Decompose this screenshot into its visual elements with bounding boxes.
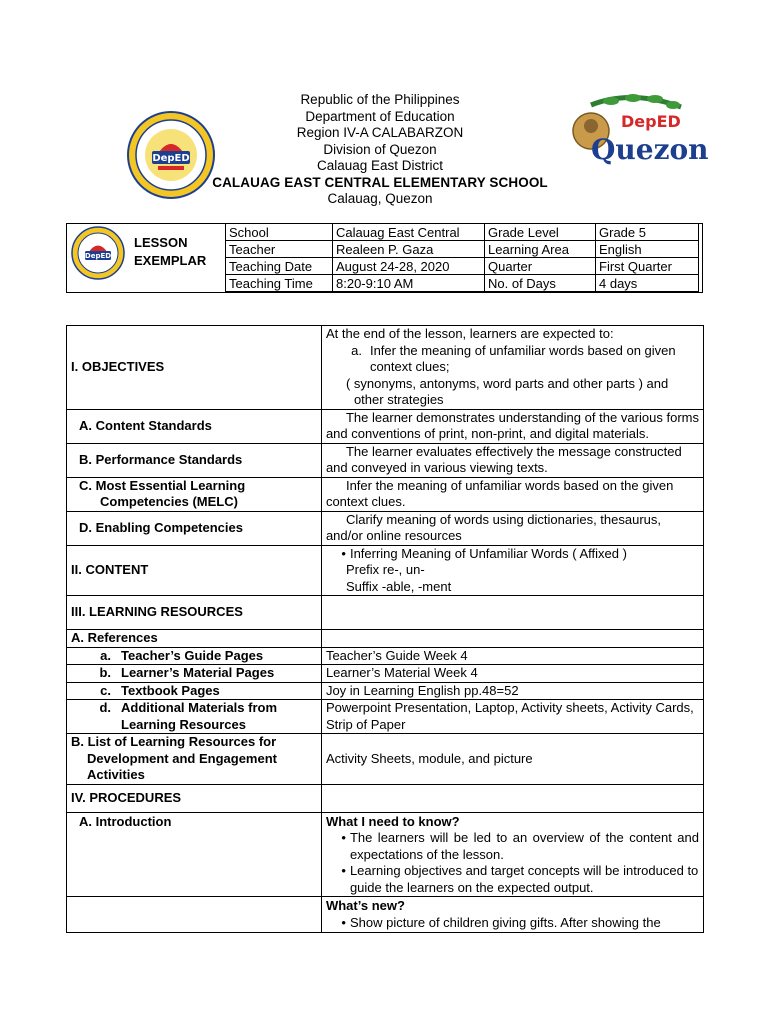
objectives-item-a-sub: ( synonyms, antonyms, word parts and other parts ) and <box>345 375 669 391</box>
info-label: No. of Days <box>485 275 596 292</box>
info-row-time <box>226 275 699 292</box>
content-label: II. CONTENT <box>67 545 322 596</box>
references-value <box>321 630 703 648</box>
teachers-guide-label <box>67 647 322 665</box>
header-line-republic: Republic of the Philippines <box>300 92 460 107</box>
info-value: 8:20-9:10 AM <box>333 275 485 292</box>
lesson-info-table <box>225 223 699 292</box>
lesson-exemplar-label <box>66 234 226 270</box>
row-content <box>67 545 704 596</box>
intro-bullet-1 <box>326 830 699 863</box>
procedures-label: IV. PROCEDURES <box>67 784 322 812</box>
intro-bullet-2 <box>326 863 699 896</box>
row-performance-standards <box>67 443 704 477</box>
melc-label-line1: C. Most Essential Learning <box>79 477 246 493</box>
info-value: First Quarter <box>596 258 699 275</box>
item-number: b. <box>99 665 111 680</box>
enabling-text: Clarify meaning of words using dictionaries, thesaurus, and/or online resources <box>321 511 703 545</box>
learners-material-label <box>67 665 322 683</box>
references-label: A. References <box>67 630 322 648</box>
info-label: School <box>226 224 333 241</box>
info-label: Learning Area <box>485 241 596 258</box>
content-cell <box>321 545 703 596</box>
melc-label-line2: Competencies (MELC) <box>100 494 238 509</box>
row-learning-resources <box>67 596 704 630</box>
info-row-date <box>226 258 699 275</box>
info-label: Teaching Time <box>226 275 333 292</box>
introduction-label: A. Introduction <box>67 812 322 897</box>
school-location: Calauag, Quezon <box>327 191 433 206</box>
lesson-label-line1: LESSON <box>134 235 188 250</box>
enabling-label: D. Enabling Competencies <box>67 511 322 545</box>
row-learners-material <box>67 665 704 683</box>
header-line-department: Department of Education <box>305 108 455 124</box>
row-melc <box>67 477 704 511</box>
bullet-icon: • <box>341 914 346 930</box>
row-textbook <box>67 682 704 700</box>
svg-text:DepED: DepED <box>621 112 681 131</box>
list-resources-line2: Development and Engagement <box>87 750 277 766</box>
item-text: Textbook Pages <box>121 682 220 698</box>
objectives-intro: At the end of the lesson, learners are expected to: <box>325 326 614 341</box>
item-text: Teacher’s Guide Pages <box>121 647 264 663</box>
lesson-label-line2: EXEMPLAR <box>134 253 207 268</box>
list-resources-line3: Activities <box>87 767 145 782</box>
whats-new-label <box>67 897 322 933</box>
bullet-icon: • <box>341 830 346 845</box>
row-list-resources <box>67 734 704 785</box>
list-resources-value: Activity Sheets, module, and picture <box>321 734 703 785</box>
svg-text:Quezon: Quezon <box>591 133 709 166</box>
svg-text:DepED: DepED <box>152 153 190 164</box>
bullet-text: Inferring Meaning of Unfamiliar Words ( Affixed ) <box>349 545 627 561</box>
bullet-icon: • <box>341 545 346 561</box>
objectives-item-a-cont: context clues; <box>369 359 450 374</box>
item-number: a. <box>100 647 111 663</box>
item-text-line2: Learning Resources <box>121 716 246 732</box>
info-value: Grade 5 <box>596 224 699 241</box>
bullet-icon: • <box>341 863 346 878</box>
school-name: CALAUAG EAST CENTRAL ELEMENTARY SCHOOL <box>212 174 548 190</box>
header-line-region: Region IV-A CALABARZON <box>296 125 464 140</box>
objectives-item-a-sub2: other strategies <box>353 392 444 407</box>
learning-resources-value <box>321 596 703 630</box>
item-number: d. <box>99 700 111 715</box>
bullet-text: Learning objectives and target concepts will be introduced to guide the learners on the expected output. <box>349 863 699 895</box>
introduction-cell <box>321 812 703 897</box>
item-text: Infer the meaning of unfamiliar words based on given <box>369 342 676 358</box>
info-label: Grade Level <box>485 224 596 241</box>
content-standards-text: The learner demonstrates understanding of the various forms and conventions of print, non-print, and digital materials. <box>321 409 703 443</box>
info-label: Teaching Date <box>226 258 333 275</box>
performance-standards-label: B. Performance Standards <box>67 443 322 477</box>
row-content-standards <box>67 409 704 443</box>
whats-new-bullet <box>326 915 699 932</box>
textbook-value: Joy in Learning English pp.48=52 <box>321 682 703 700</box>
list-resources-label <box>67 734 322 785</box>
objectives-cell <box>321 326 703 410</box>
ref-item <box>91 665 317 682</box>
whats-new-cell <box>321 897 703 933</box>
item-text <box>121 700 317 733</box>
item-text-line1: Additional Materials from <box>121 700 278 715</box>
document-header <box>180 92 580 208</box>
row-objectives <box>67 326 704 410</box>
objectives-label: I. OBJECTIVES <box>67 326 322 410</box>
whats-new-heading: What’s new? <box>325 898 405 913</box>
learning-resources-label: III. LEARNING RESOURCES <box>67 596 322 630</box>
additional-materials-label <box>67 700 322 734</box>
ref-item <box>91 700 317 733</box>
school-seal-icon <box>126 111 216 199</box>
info-value: English <box>596 241 699 258</box>
info-value: August 24-28, 2020 <box>333 258 485 275</box>
bullet-text: Show picture of children giving gifts. After showing the <box>349 914 661 930</box>
melc-label <box>67 477 322 511</box>
additional-materials-value: Powerpoint Presentation, Laptop, Activity sheets, Activity Cards, Strip of Paper <box>321 700 703 734</box>
textbook-label <box>67 682 322 700</box>
ref-item <box>91 683 317 700</box>
division-quezon-logo-icon <box>571 93 709 171</box>
row-introduction <box>67 812 704 897</box>
row-enabling <box>67 511 704 545</box>
row-references <box>67 630 704 648</box>
item-text: Learner’s Material Pages <box>121 665 275 680</box>
info-value: Calauag East Central <box>333 224 485 241</box>
info-label: Quarter <box>485 258 596 275</box>
bullet-text: The learners will be led to an overview of the content and expectations of the lesson. <box>349 830 699 862</box>
content-standards-label: A. Content Standards <box>67 409 322 443</box>
objectives-item-a <box>326 343 699 360</box>
teachers-guide-value: Teacher’s Guide Week 4 <box>321 647 703 665</box>
row-whats-new <box>67 897 704 933</box>
info-value: Realeen P. Gaza <box>333 241 485 258</box>
performance-standards-text: The learner evaluates effectively the message constructed and conveyed in various viewing texts. <box>321 443 703 477</box>
info-row-teacher <box>226 241 699 258</box>
content-prefix: Prefix re-, un- <box>345 562 425 577</box>
ref-item <box>91 648 317 665</box>
procedures-value <box>321 784 703 812</box>
melc-text: Infer the meaning of unfamiliar words based on the given context clues. <box>321 477 703 511</box>
what-i-need-to-know-heading: What I need to know? <box>325 813 460 829</box>
content-suffix: Suffix -able, -ment <box>345 578 452 594</box>
row-additional-materials <box>67 700 704 734</box>
list-resources-line1: B. List of Learning Resources for <box>71 734 277 749</box>
svg-text:DepED: DepED <box>84 252 112 260</box>
info-row-school <box>226 224 699 241</box>
item-number: c. <box>100 682 111 698</box>
learners-material-value: Learner’s Material Week 4 <box>321 665 703 683</box>
info-label: Teacher <box>226 241 333 258</box>
row-procedures <box>67 784 704 812</box>
header-line-district: Calauag East District <box>316 158 444 173</box>
row-teachers-guide <box>67 647 704 665</box>
lesson-plan-table <box>66 325 704 933</box>
info-value: 4 days <box>596 275 699 292</box>
header-line-division: Division of Quezon <box>323 141 437 157</box>
content-bullet <box>326 546 699 563</box>
item-number: a. <box>351 342 362 358</box>
